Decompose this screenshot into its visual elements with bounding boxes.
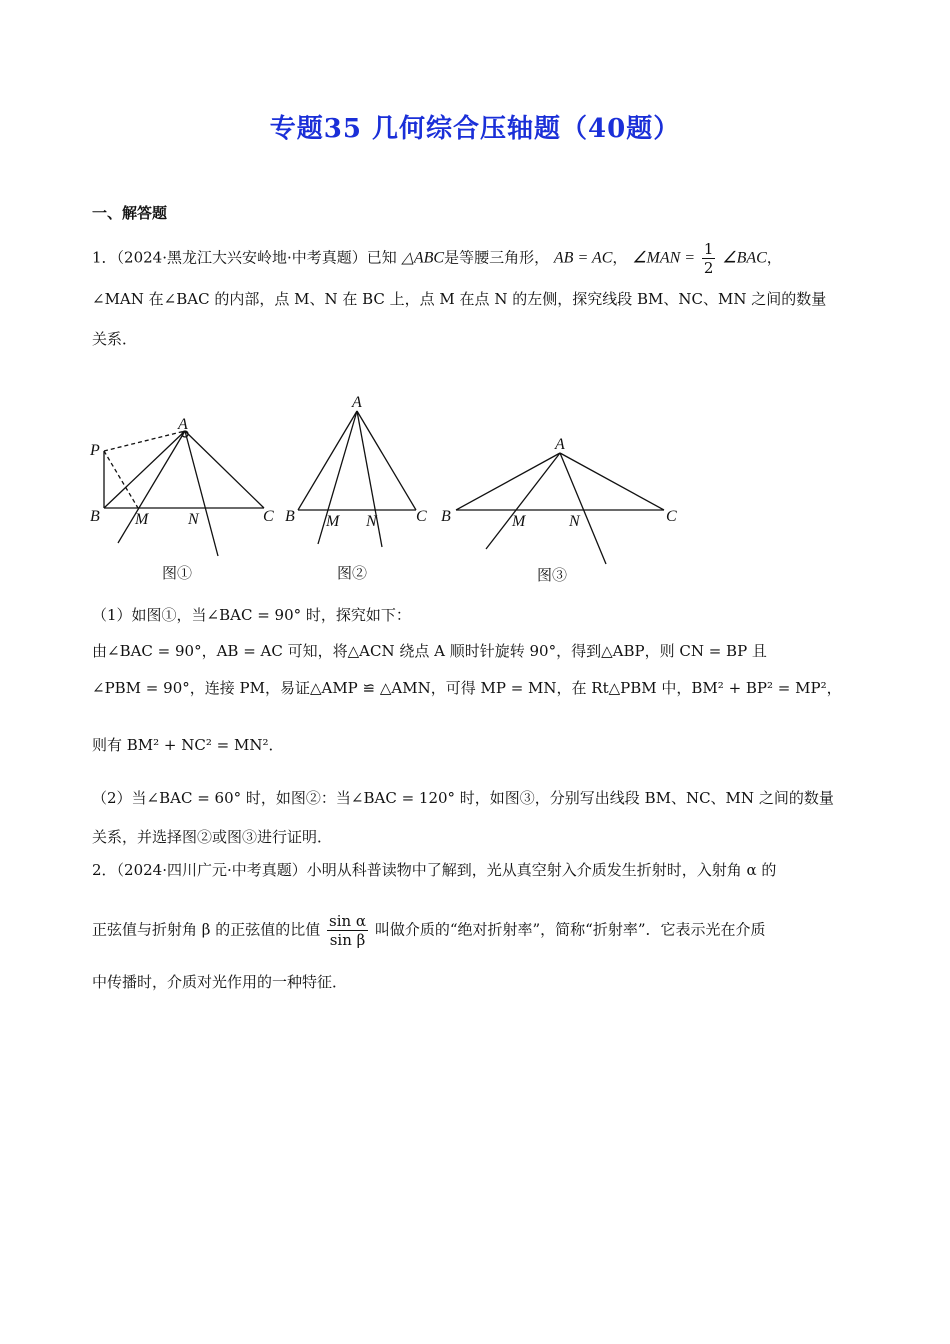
section-heading: 一、解答题: [92, 204, 168, 222]
fig3-label-n: N: [569, 513, 580, 530]
q2-line-2: [92, 912, 766, 949]
fig2-label-m: M: [326, 513, 340, 530]
fig1-label-b: B: [90, 508, 100, 525]
fig2-label-n: N: [366, 513, 377, 530]
fig2-label-a: A: [352, 394, 362, 411]
figure-3: [456, 453, 664, 564]
sine-ratio-fraction: $\frac{\text{sin α}}{\text{sin β}}$: [329, 912, 367, 949]
q1-source: （2024·黑龙江大兴安岭地·中考真题）: [116, 248, 367, 267]
q1-text: 是等腰三角形，: [444, 248, 550, 267]
fig2-label-c: C: [416, 508, 427, 525]
q1-line-1: [92, 240, 782, 277]
q1-number: 1．: [92, 248, 117, 267]
part2-line-1: （2）当∠BAC = 60° 时，如图②：当∠BAC = 120° 时，如图③，分别写出线段 BM、NC、MN 之间的数量: [92, 789, 834, 807]
figure-2: [298, 411, 416, 547]
fig3-label-m: M: [512, 513, 526, 530]
q2-line-1: 2．（2024·四川广元·中考真题）小明从科普读物中了解到，光从真空射入介质发生折射时，入射角 α 的: [92, 861, 777, 879]
triangle-abc: △ABC: [401, 249, 445, 267]
q1-line-2: ∠MAN 在∠BAC 的内部，点 M、N 在 BC 上，点 M 在点 N 的左侧，探究线段 BM、NC、MN 之间的数量: [92, 290, 827, 308]
q1-text: ，: [766, 248, 782, 267]
fig3-label-c: C: [666, 508, 677, 525]
figure-3-caption: 图③: [537, 566, 568, 584]
q1-text: ，: [612, 248, 628, 267]
part1-line-1: （1）如图①，当∠BAC = 90° 时，探究如下：: [92, 606, 411, 624]
q2-text: 正弦值与折射角 β 的正弦值的比值: [92, 920, 321, 939]
half-fraction: $\frac{1}{2}$: [703, 240, 714, 277]
angle-man: ∠MAN =: [632, 249, 696, 267]
eq-ab-ac: AB = AC: [553, 249, 613, 267]
angle-bac: ∠BAC: [722, 249, 767, 267]
page-title: 专题35 几何综合压轴题（40题）: [269, 114, 681, 144]
part1-line-2: 由∠BAC = 90°，AB = AC 可知，将△ACN 绕点 A 顺时针旋转 90°，得到△ABP，则 CN = BP 且: [92, 642, 767, 660]
fig1-label-a: A: [178, 416, 188, 433]
figure-2-caption: 图②: [337, 564, 368, 582]
part2-line-2: 关系，并选择图②或图③进行证明．: [92, 828, 333, 846]
fig1-label-p: P: [90, 442, 100, 459]
fig2-label-b: B: [285, 508, 295, 525]
part1-line-4: 则有 BM² + NC² = MN²．: [92, 736, 284, 754]
figure-1-caption: 图①: [162, 564, 193, 582]
figure-1: [104, 431, 264, 556]
fig1-label-c: C: [263, 508, 274, 525]
part1-line-3: ∠PBM = 90°，连接 PM，易证△AMP ≌ △AMN，可得 MP = MN，在 Rt△PBM 中，BM² + BP² = MP²，: [92, 679, 842, 697]
fig1-label-n: N: [188, 511, 199, 528]
figures-svg: [80, 385, 700, 590]
q2-text: 叫做介质的“绝对折射率”，简称“折射率”．它表示光在介质: [374, 920, 766, 939]
fig3-label-a: A: [555, 436, 565, 453]
q2-line-3: 中传播时，介质对光作用的一种特征．: [92, 973, 348, 991]
q1-text: 已知: [366, 248, 397, 267]
fig1-label-m: M: [135, 511, 149, 528]
fig3-label-b: B: [441, 508, 451, 525]
q1-line-3: 关系．: [92, 330, 138, 348]
